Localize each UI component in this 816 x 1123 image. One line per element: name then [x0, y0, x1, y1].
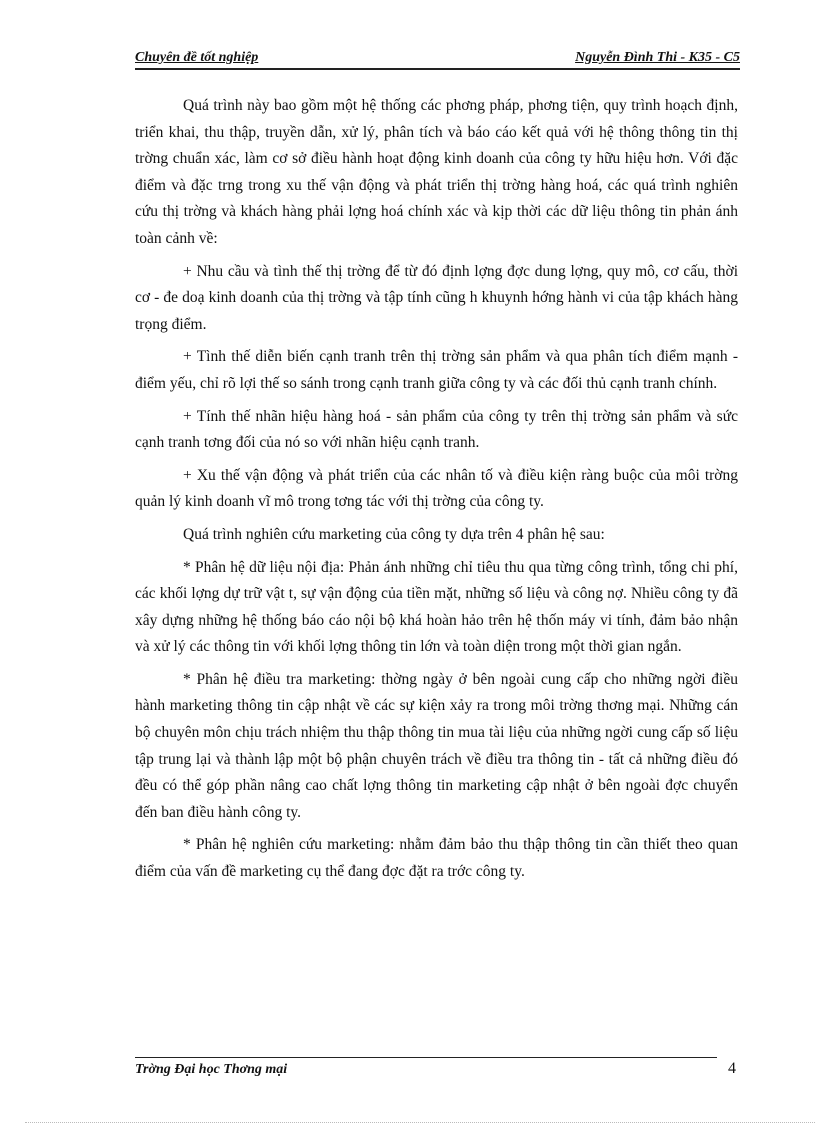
paragraph: + Tính thế nhãn hiệu hàng hoá - sản phẩm của công ty trên thị trờng sản phẩm và sức cạnh tranh tơng đối của nó so với nhãn hiệu cạnh tranh. [135, 407, 738, 452]
paragraph: * Phân hệ nghiên cứu marketing: nhằm đảm bảo thu thập thông tin cần thiết theo quan điểm của vấn đề marketing cụ thể đang đợc đặt ra trớc công ty. [135, 836, 738, 881]
footer-divider [135, 1057, 717, 1058]
footer-school: Trờng Đại học Thơng mại [135, 1062, 288, 1077]
paragraph: Quá trình này bao gồm một hệ thống các phơng pháp, phơng tiện, quy trình hoạch định, triển khai, thu thập, truyền dẫn, xử lý, phân tích và báo cáo kết quả với hệ thông thông tin thị trờng chuẩn xác, làm cơ sở điều hành hoạt động kinh doanh của công ty hữu hiệu hơn. Với đặc điểm và đặc trng trong xu thế vận động và phát triển thị trờng hàng hoá, các quá trình nghiên cứu thị trờng và khách hàng phải lợng hoá chính xác và kịp thời các dữ liệu thông tin phản ánh toàn cảnh về: [135, 97, 738, 247]
paragraph: Quá trình nghiên cứu marketing của công ty dựa trên 4 phân hệ sau: [183, 525, 605, 543]
header-author: Nguyễn Đình Thi - K35 - C5 [575, 50, 740, 65]
paragraph: * Phân hệ dữ liệu nội địa: Phản ánh những chỉ tiêu thu qua từng công trình, tổng chi phí, các khối lợng dự trữ vật t, sự vận động của tiền mặt, những số liệu và công nợ. Nhiều công ty đã xây dựng những hệ thống báo cáo nội bộ khá hoàn hảo trên hệ thốn máy vi tính, đảm bảo nhận và xử lý các thông tin với khối lợng thông tin lớn và toàn diện trong một thời gian ngắn. [135, 558, 738, 656]
paragraph: * Phân hệ điều tra marketing: thờng ngày ở bên ngoài cung cấp cho những ngời điều hành marketing thông tin cập nhật về các sự kiện xảy ra trong môi trờng thơng mại. Những cán bộ chuyên môn chịu trách nhiệm thu thập thông tin mua tài liệu của những ngời cung cấp số liệu tập trung lại và thành lập một bộ phận chuyên trách về điều tra thông tin - tất cả những điều đó đều có thể góp phần nâng cao chất lợng thông tin marketing cập nhật ở bên ngoài đợc chuyển đến ban điều hành công ty. [135, 670, 738, 821]
paragraph: + Nhu cầu và tình thế thị trờng để từ đó định lợng đợc dung lợng, quy mô, cơ cấu, thời cơ - đe doạ kinh doanh của thị trờng và tập tính cũng h khuynh hớng hành vi của tập khách hàng trọng điểm. [135, 262, 738, 333]
page-number: 4 [728, 1060, 736, 1077]
body-text [135, 93, 738, 886]
paragraph: + Tình thế diễn biến cạnh tranh trên thị trờng sản phẩm và qua phân tích điểm mạnh - điểm yếu, chỉ rõ lợi thế so sánh trong cạnh tranh giữa công ty và các đối thủ cạnh tranh chính. [135, 348, 738, 392]
header-left-title: Chuyên đề tốt nghiệp [135, 50, 259, 65]
paragraph: + Xu thế vận động và phát triển của các nhân tố và điều kiện ràng buộc của môi trờng quản lý kinh doanh vĩ mô trong tơng tác với thị trờng của công ty. [135, 466, 738, 511]
page-header [135, 50, 740, 70]
